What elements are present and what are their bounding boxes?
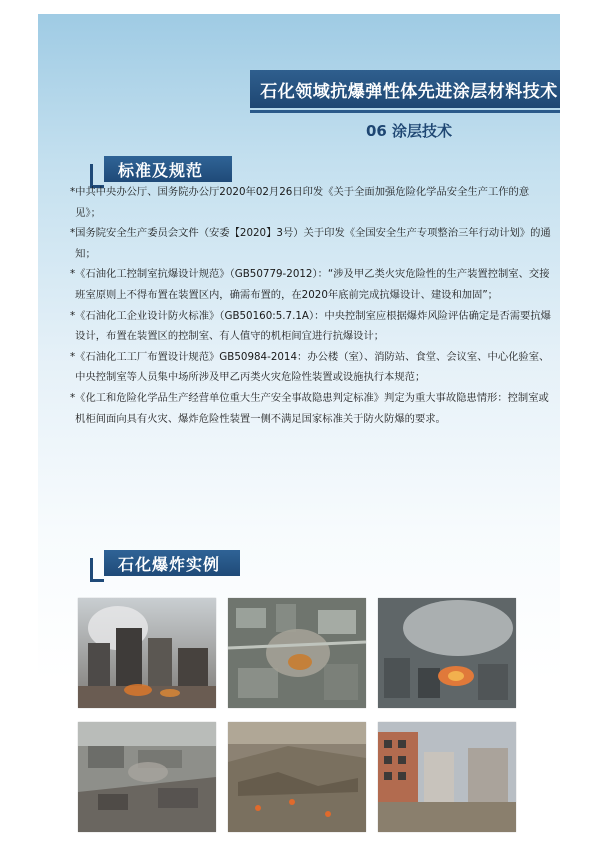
list-item-text: 《石油化工企业设计防火标准》（GB50160:5.7.1A）：中央控制室应根据爆炸风险评估确定是否需要抗爆设计，布置在装置区的控制室、有人值守的机柜间宜进行抗爆设计； bbox=[75, 309, 551, 343]
standards-list bbox=[70, 182, 552, 429]
list-item-text: 《化工和危险化学品生产经营单位重大生产安全事故隐患判定标准》判定为重大事故隐患情形：控制室或机柜间面向具有火灾、爆炸危险性装置一侧不满足国家标准关于防火防爆的要求。 bbox=[75, 391, 549, 425]
title-underline bbox=[250, 110, 560, 113]
explosion-photo-6 bbox=[378, 722, 516, 832]
list-item bbox=[70, 388, 552, 429]
bullet-star: * bbox=[70, 227, 76, 240]
list-item bbox=[70, 182, 552, 223]
explosion-photo-4 bbox=[78, 722, 216, 832]
list-item-text: 中共中央办公厅、国务院办公厅2020年02月26日印发《关于全面加强危险化学品安全生产工作的意见》； bbox=[75, 186, 530, 219]
explosion-photo-3 bbox=[378, 598, 516, 708]
bullet-star: * bbox=[70, 391, 76, 404]
section-bracket-decoration bbox=[90, 558, 104, 582]
bullet-star: * bbox=[70, 186, 76, 198]
list-item bbox=[70, 223, 552, 264]
list-item-text: 国务院安全生产委员会文件（安委【2020】3号）关于印发《全国安全生产专项整治三年行动计划》的通知； bbox=[75, 227, 551, 260]
bullet-star: * bbox=[70, 350, 76, 363]
section-examples-header bbox=[90, 550, 240, 576]
list-item bbox=[70, 306, 552, 347]
explosion-photo-1 bbox=[78, 598, 216, 708]
document-subtitle: 06 涂层技术 bbox=[365, 122, 453, 140]
list-item-text: 《石油化工工厂布置设计规范》GB50984-2014：办公楼（室）、消防站、食堂、会议室、中心化验室、中央控制室等人员集中场所涉及甲乙丙类火灾危险性装置或设施执行本规范； bbox=[75, 350, 550, 384]
section-standards-header bbox=[90, 156, 240, 182]
list-item bbox=[70, 347, 552, 388]
explosion-photo-grid bbox=[78, 598, 516, 840]
bullet-star: * bbox=[70, 268, 76, 281]
list-item-text: 《石油化工控制室抗爆设计规范》（GB50779-2012）：“涉及甲乙类火灾危险性的生产装置控制室、交接班室原则上不得布置在装置区内，确需布置的，在2020年底前完成抗爆设计、建设和加固”； bbox=[75, 268, 550, 301]
bullet-star: * bbox=[70, 309, 76, 322]
explosion-photo-5 bbox=[228, 722, 366, 832]
section-examples-title: 石化爆炸实例 bbox=[104, 550, 240, 576]
explosion-photo-2 bbox=[228, 598, 366, 708]
list-item bbox=[70, 264, 552, 305]
section-standards-title: 标准及规范 bbox=[104, 156, 232, 182]
document-title: 石化领域抗爆弹性体先进涂层材料技术 bbox=[250, 70, 560, 108]
